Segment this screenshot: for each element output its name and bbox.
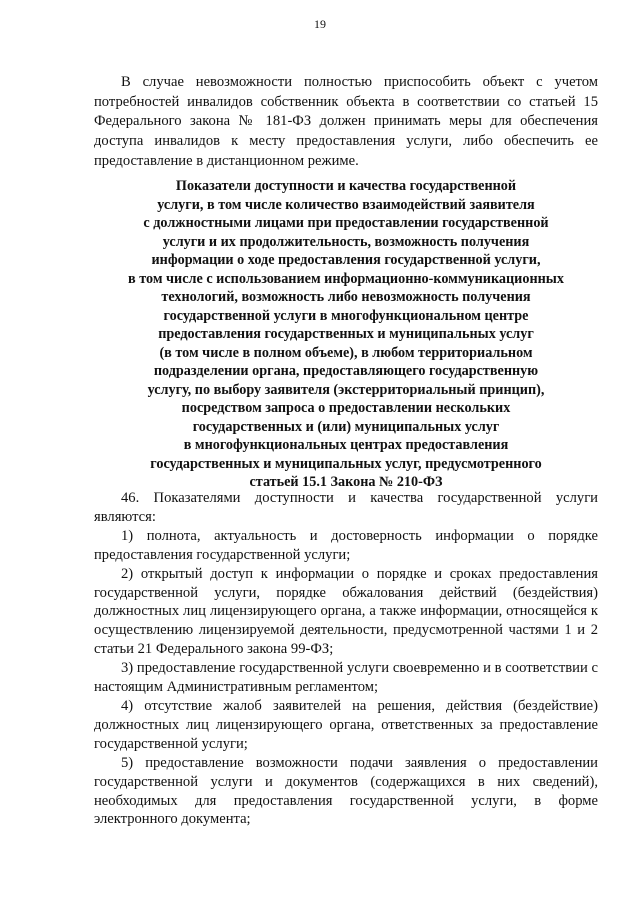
heading-line: услуги и их продолжительность, возможность получения — [162, 233, 530, 250]
heading-line: государственной услуги в многофункциональном центре — [163, 307, 529, 324]
list-item: 4) отсутствие жалоб заявителей на решения, действия (бездействие) должностных лиц лицензирующего органа, ответственных за предоставление государственной услуги; — [94, 697, 598, 752]
heading-line: информации о ходе предоставления государственной услуги, — [151, 252, 541, 268]
heading-line: предоставления государственных и муниципальных услуг — [158, 326, 534, 342]
heading-line: услугу, по выбору заявителя (экстерриториальный принцип), — [147, 381, 545, 398]
list-item: 2) открытый доступ к информации о порядке и сроках предоставления государственной услуги, порядке обжалования действий (бездействия) должностных лиц лицензирующего органа, а также информации, относящейся к осуществлению лицензируемой деятельности, предусмотренной частями 1 и 2 статьи 21 Федерального закона 99-ФЗ; — [94, 565, 598, 658]
heading-line: посредством запроса о предоставлении нескольких — [181, 400, 511, 416]
list-item: 3) предоставление государственной услуги своевременно и в соответствии с настоящим Административным регламентом; — [94, 660, 598, 696]
body-text — [94, 489, 598, 829]
heading-line: статьей 15.1 Закона № 210-ФЗ — [249, 474, 443, 490]
list-item: 5) предоставление возможности подачи заявления о предоставлении государственной услуги и документов (содержащихся в них сведений), необходимых для предоставления государственной услуги, в форме электронного документа; — [94, 754, 598, 828]
heading-line: в том числе с использованием информационно-коммуникационных — [128, 270, 564, 287]
heading-line: технологий, возможность либо невозможность получения — [161, 289, 531, 305]
heading-line: государственных и муниципальных услуг, предусмотренного — [150, 455, 542, 472]
heading-line: подразделении органа, предоставляющего государственную — [153, 363, 539, 379]
section-heading — [94, 177, 598, 492]
paragraph-item-46: 46. Показателями доступности и качества государственной услуги являются: — [94, 490, 598, 525]
list-item: 1) полнота, актуальность и достоверность информации о порядке предоставления государственной услуги; — [94, 527, 598, 563]
intro-paragraph: В случае невозможности полностью приспособить объект с учетом потребностей инвалидов собственник объекта в соответствии со статьей 15 Федерального закона № 181-ФЗ должен принимать меры для обеспечения доступа инвалидов к месту предоставления услуги, либо обеспечить ее предоставление в дистанционном режиме. — [94, 74, 598, 169]
heading-line: государственных и (или) муниципальных услуг — [192, 418, 500, 435]
heading-line: Показатели доступности и качества государственной — [175, 178, 517, 194]
heading-line: услуги, в том числе количество взаимодействий заявителя — [157, 196, 535, 213]
page-number: 19 — [314, 17, 326, 31]
heading-line: с должностными лицами при предоставлении государственной — [143, 215, 549, 231]
heading-line: (в том числе в полном объеме), в любом территориальном — [159, 344, 533, 361]
heading-line: в многофункциональных центрах предоставления — [183, 437, 509, 453]
